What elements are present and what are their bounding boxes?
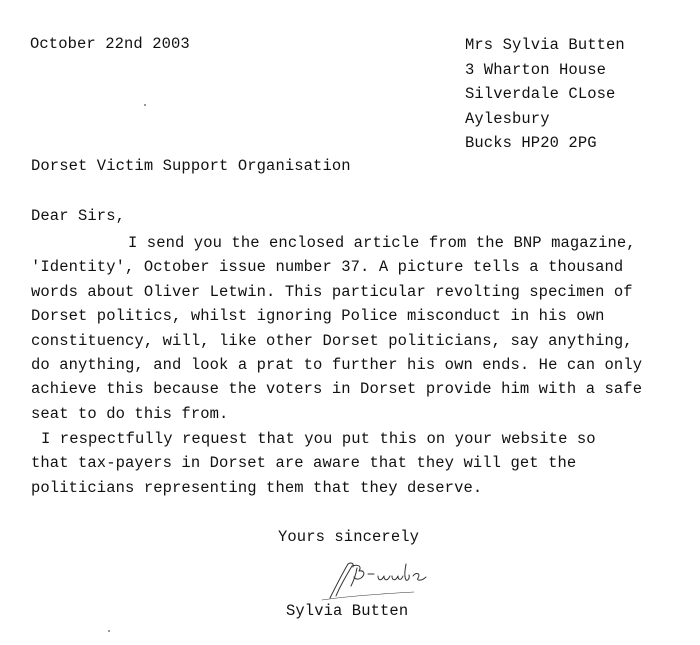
body-line: Dorset politics, whilst ignoring Police misconduct in his own <box>31 307 605 326</box>
sender-close: Silverdale CLose <box>465 85 616 103</box>
body-line: that tax-payers in Dorset are aware that they will get the <box>31 454 577 473</box>
body-line: 'Identity', October issue number 37. A picture tells a thousand <box>31 258 624 277</box>
sender-address <box>465 33 625 156</box>
handwritten-signature <box>318 556 458 602</box>
letter-date: October 22nd 2003 <box>30 35 190 53</box>
sender-county-postcode: Bucks HP20 2PG <box>465 134 597 152</box>
scan-speck <box>144 104 146 106</box>
scan-speck <box>108 630 110 632</box>
sender-street: 3 Wharton House <box>465 60 607 79</box>
body-line: achieve this because the voters in Dorset provide him with a safe <box>31 380 643 399</box>
sender-name: Mrs Sylvia Butten <box>465 36 625 54</box>
body-line: politicians representing them that they deserve. <box>31 478 483 497</box>
body-line: words about Oliver Letwin. This particular revolting specimen of <box>31 282 633 301</box>
body-paragraph-2 <box>31 427 651 500</box>
sender-town: Aylesbury <box>465 109 550 128</box>
body-line: I send you the enclosed article from the BNP magazine, <box>128 234 636 252</box>
body-line: do anything, and look a prat to further his own ends. He can only <box>31 356 643 375</box>
body-line: I respectfully request that you put this on your website so <box>41 430 596 448</box>
closing: Yours sincerely <box>278 528 420 546</box>
salutation: Dear Sirs, <box>31 207 126 225</box>
body-paragraph-1 <box>31 231 681 426</box>
body-line: seat to do this from. <box>31 404 229 423</box>
signatory-name: Sylvia Butten <box>286 602 409 620</box>
body-line: constituency, will, like other Dorset politicians, say anything, <box>31 331 633 350</box>
recipient: Dorset Victim Support Organisation <box>31 157 351 175</box>
